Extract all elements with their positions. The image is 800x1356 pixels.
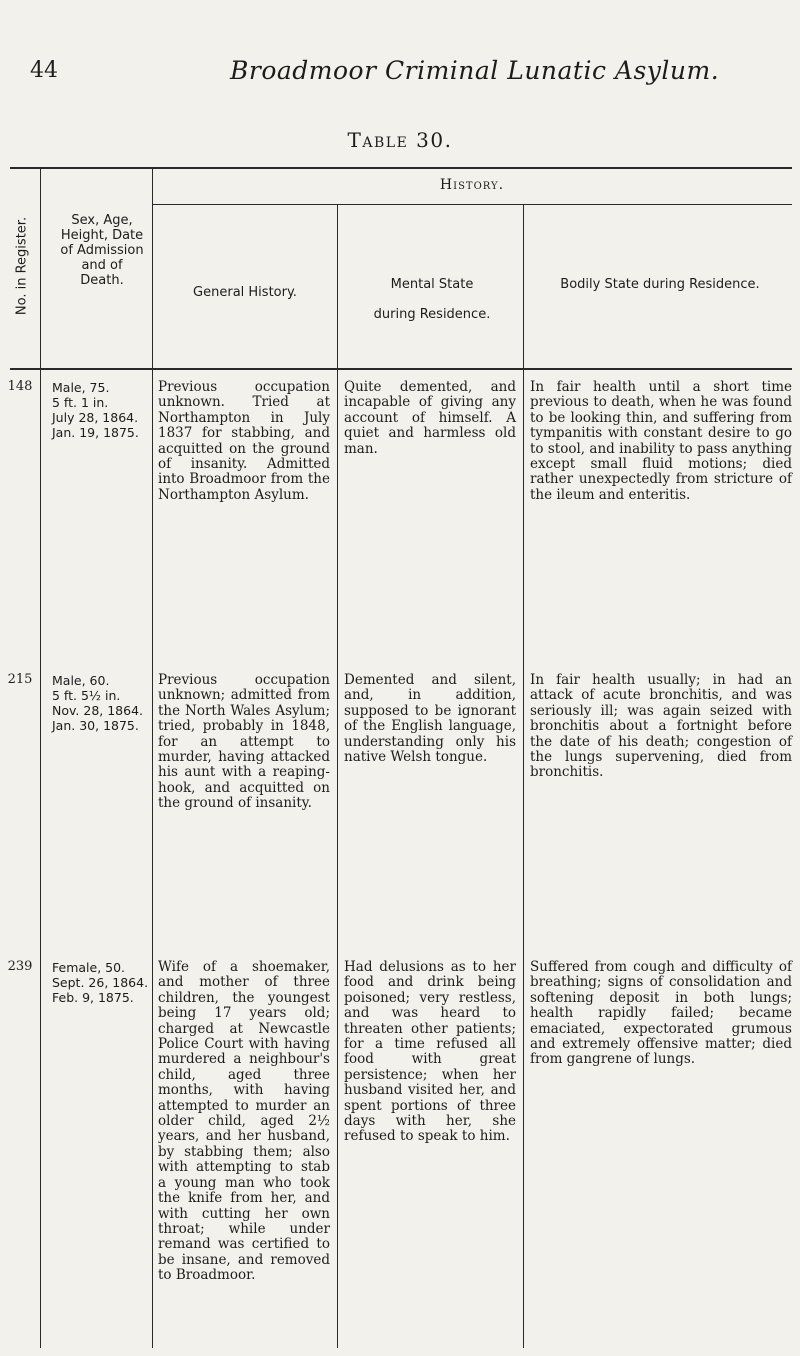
register-column-header: No. in Register.: [14, 216, 30, 316]
general-history-header: General History.: [193, 285, 297, 300]
mental-state-header: Mental State during Residence.: [373, 277, 491, 322]
history-group-header: History.: [439, 177, 505, 193]
mental-state-text: Had delusions as to her food and drink being poisoned; very restless, and was heard to threaten other patients; for a time refused all food with great persistence; when her husband visited her, and spent portions of three days with her, she refused to speak to him.: [344, 959, 516, 1145]
bodily-state-text: In fair health usually; in had an attack of acute bronchitis, and was seriously ill; was again seized with bronchitis about a fortnight before the date of his death; congestion of the lungs supervening, died from bronchitis.: [530, 672, 792, 781]
bodily-state-text: In fair health until a short time previous to death, when he was found to be looking thin, and suffering from tympanitis with constant desire to go to stool, and inability to pass anything except small fluid motions; died rather unexpectedly from stricture of the ileum and enteritis.: [530, 379, 792, 503]
mental-state-text: Quite demented, and incapable of giving any account of himself. A quiet and harmless old man.: [344, 379, 516, 457]
patient-details: Male, 60. 5 ft. 5½ in. Nov. 28, 1864. Jan. 30, 1875.: [52, 673, 144, 733]
bodily-state-header: Bodily State during Residence.: [560, 277, 760, 292]
mental-state-text: Demented and silent, and, in addition, supposed to be ignorant of the English language, understanding only his native Welsh tongue.: [344, 672, 516, 766]
column-divider-4: [523, 205, 524, 1348]
patient-details: Female, 50. Sept. 26, 1864. Feb. 9, 1875.: [52, 960, 149, 1005]
sex-column-header: Sex, Age, Height, Date of Admission and of Death.: [60, 213, 144, 288]
table-caption: Table 30.: [347, 128, 453, 152]
table-top-rule: [10, 167, 792, 169]
page-number: 44: [30, 58, 58, 83]
history-underline: [152, 204, 792, 205]
column-divider-3: [337, 205, 338, 1348]
header-bottom-rule: [10, 368, 792, 370]
register-number: 239: [7, 959, 33, 974]
bodily-state-text: Suffered from cough and difficulty of breathing; signs of consolidation and softening deposit in both lungs; health rapidly failed; became emaciated, expectorated grumous and extremely offensive matter; died from gangrene of lungs.: [530, 959, 792, 1068]
register-number: 148: [7, 379, 33, 394]
patient-details: Male, 75. 5 ft. 1 in. July 28, 1864. Jan. 19, 1875.: [52, 380, 139, 440]
column-divider-2: [152, 168, 153, 1348]
register-number: 215: [7, 672, 33, 687]
general-history-text: Previous occupation unknown; admitted from the North Wales Asylum; tried, probably in 1848, for an attempt to murder, having attacked his aunt with a reaping-hook, and acquitted on the ground of insanity.: [158, 672, 330, 812]
running-title: Broadmoor Criminal Lunatic Asylum.: [230, 56, 720, 85]
general-history-text: Previous occupation unknown. Tried at Northampton in July 1837 for stabbing, and acquitted on the ground of insanity. Admitted into Broadmoor from the Northampton Asylum.: [158, 379, 330, 503]
general-history-text: Wife of a shoemaker, and mother of three children, the youngest being 17 years old; charged at Newcastle Police Court with having murdered a neighbour's child, aged three months, with having attempted to murder an older child, aged 2½ years, and her husband, by stabbing them; also with attempting to stab a young man who took the knife from her, and with cutting her own throat; while under remand was certified to be insane, and removed to Broadmoor.: [158, 959, 330, 1284]
column-divider-1: [40, 168, 41, 1348]
